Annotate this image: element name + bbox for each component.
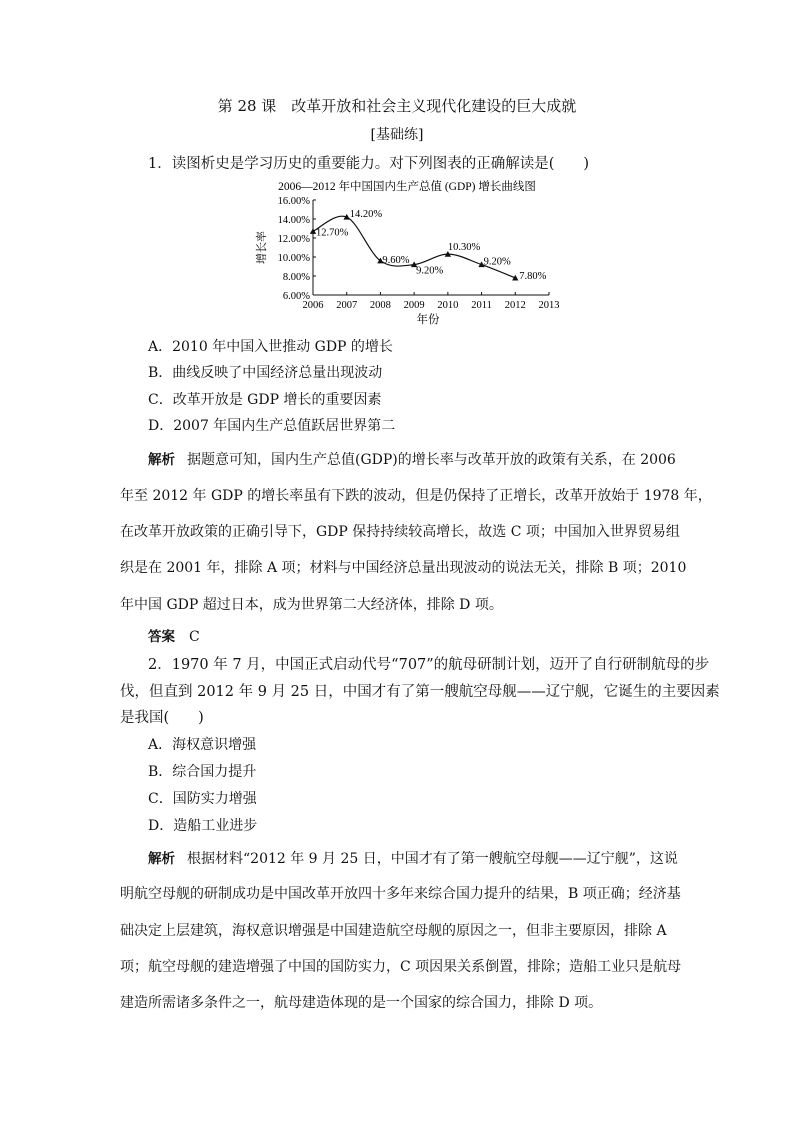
y-tick-label: 16.00%: [277, 196, 310, 207]
q2-stem-line: 伐，但直到 2012 年 9 月 25 日，中国才有了第一艘航空母舰——辽宁舰，它诞生的主要因素: [120, 684, 720, 700]
q1-option-d: D．2007 年国内生产总值跃居世界第二: [148, 418, 396, 434]
q2-explanation-line: [148, 847, 678, 868]
x-tick-label: 2006: [302, 300, 324, 311]
q2-explanation-line: 明航空母舰的研制成功是中国改革开放四十多年来综合国力提升的结果，B 项正确；经济基: [120, 886, 681, 902]
chart-axes: [313, 200, 549, 295]
q1-answer: [148, 625, 200, 645]
q1-explanation-line: 在改革开放政策的正确引导下，GDP 保持持续较高增长，故选 C 项；中国加入世界贸易组: [120, 524, 680, 540]
q1-explanation-line: [148, 448, 676, 469]
x-tick-label: 2007: [336, 300, 358, 311]
q2-explain-label: 解析: [148, 851, 175, 867]
x-tick-label: 2013: [538, 300, 560, 311]
y-axis-label: 增长率: [256, 231, 268, 264]
data-label: 14.20%: [349, 209, 383, 221]
q1-explanation-line: 年至 2012 年 GDP 的增长率虽有下跌的波动，但是仍保持了正增长，改革开放始于 1978 年，: [120, 488, 712, 504]
x-tick-label: 2011: [471, 300, 492, 311]
q2-explain-text: 根据材料“2012 年 9 月 25 日，中国才有了第一艘航空母舰——辽宁舰”，这说: [187, 851, 678, 867]
y-tick-label: 12.00%: [277, 234, 310, 245]
y-tick-label: 8.00%: [282, 272, 310, 283]
data-labels: [316, 209, 547, 282]
x-tick-label: 2008: [369, 300, 391, 311]
q2-option-b: B．综合国力提升: [148, 764, 257, 780]
chart-title: 2006—2012 年中国国内生产总值 (GDP) 增长曲线图: [278, 181, 536, 193]
section-label: [基础练]: [370, 127, 424, 143]
data-markers: [310, 214, 519, 281]
gdp-growth-line: [313, 216, 515, 278]
q2-option-a: A．海权意识增强: [148, 737, 257, 753]
q2-explanation-line: 础决定上层建筑，海权意识增强是中国建造航空母舰的原因之一，但非主要原因，排除 A: [120, 923, 667, 939]
y-tick-label: 10.00%: [277, 253, 310, 264]
y-tick-label: 6.00%: [282, 291, 310, 302]
q2-explanation-line: 建造所需诸多条件之一，航母建造体现的是一个国家的综合国力，排除 D 项。: [120, 995, 603, 1011]
x-tick-label: 2009: [403, 300, 425, 311]
q1-answer-label: 答案: [148, 629, 175, 645]
data-label: 9.20%: [416, 265, 444, 277]
q1-option-c: C．改革开放是 GDP 增长的重要因素: [148, 392, 382, 408]
q1-explain-text: 据题意可知，国内生产总值(GDP)的增长率与改革开放的政策有关系，在 2006: [187, 452, 676, 468]
q1-option-b: B．曲线反映了中国经济总量出现波动: [148, 365, 383, 381]
q2-explanation-line: 项；航空母舰的建造增强了中国的国防实力，C 项因果关系倒置，排除；造船工业只是航母: [120, 959, 682, 975]
page-title: 第 28 课 改革开放和社会主义现代化建设的巨大成就: [217, 97, 577, 115]
y-tick-labels: [278, 196, 311, 302]
q1-explanation-line: 年中国 GDP 超过日本，成为世界第二大经济体，排除 D 项。: [120, 597, 503, 613]
q2-option-c: C．国防实力增强: [148, 791, 257, 807]
data-label: 7.80%: [519, 270, 547, 282]
q1-option-a: A．2010 年中国入世推动 GDP 的增长: [148, 339, 393, 355]
x-tick-label: 2012: [504, 300, 526, 311]
q2-option-d: D．造船工业进步: [148, 818, 258, 834]
q1-explanation-line: 织是在 2001 年，排除 A 项；材料与中国经济总量出现波动的说法无关，排除 B 项；2010: [120, 560, 687, 576]
q2-stem-line: 是我国( ): [120, 710, 204, 726]
q1-explain-label: 解析: [148, 452, 175, 468]
y-tick-label: 14.00%: [277, 215, 310, 226]
q1-answer-value: C: [189, 629, 200, 645]
q2-stem-line: 2．1970 年 7 月，中国正式启动代号“707”的航母研制计划，迈开了自行研制航母的步: [148, 657, 710, 673]
data-label: 9.60%: [382, 254, 410, 266]
data-label: 12.70%: [316, 227, 349, 239]
x-tick-labels: [303, 300, 560, 311]
gdp-growth-chart: [245, 178, 575, 328]
x-tick-label: 2010: [437, 300, 459, 311]
data-label: 9.20%: [483, 256, 511, 268]
q1-stem: 1．读图析史是学习历史的重要能力。对下列图表的正确解读是( ): [148, 156, 590, 172]
data-label: 10.30%: [447, 242, 481, 254]
x-axis-label: 年份: [416, 314, 440, 326]
